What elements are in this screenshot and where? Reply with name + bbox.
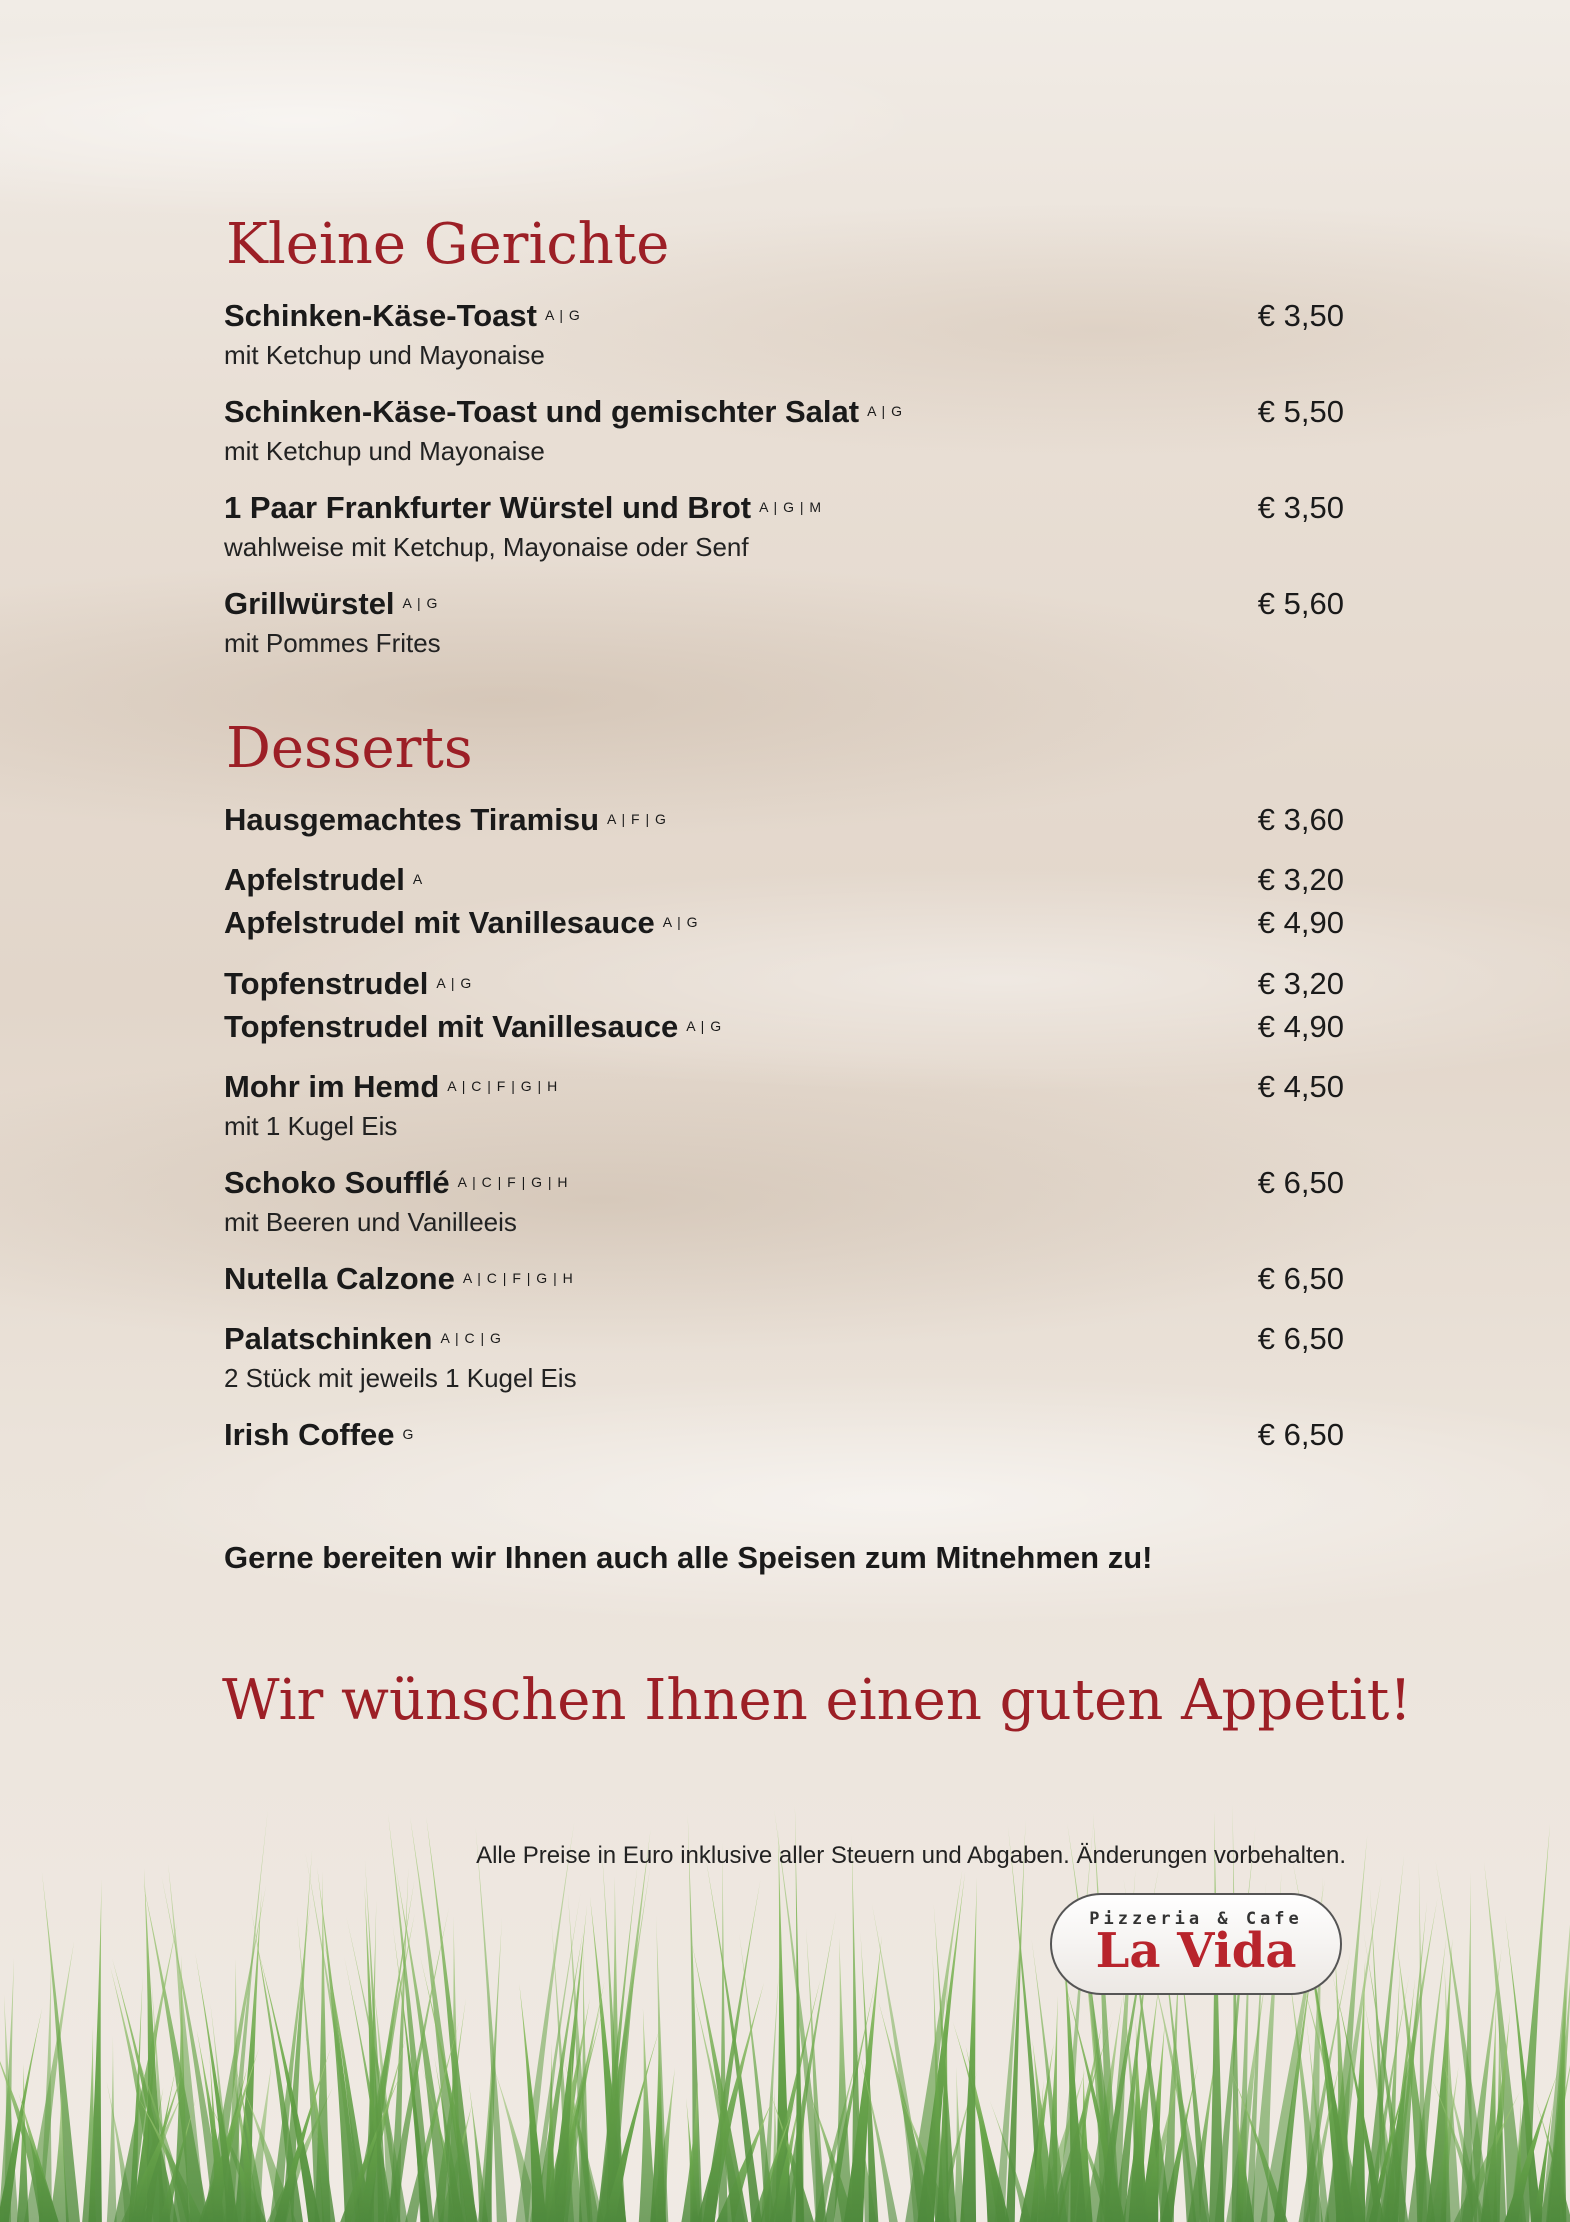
price-disclaimer: Alle Preise in Euro inklusive aller Steuern und Abgaben. Änderungen vorbehalten. [476,1842,1346,1869]
allergen-codes: A | G [867,402,903,419]
item-price: € 3,20 [1257,966,1344,1001]
item-price: € 3,50 [1257,298,1344,333]
allergen-codes: A | G | M [759,498,823,515]
menu-item [224,862,1344,898]
item-price: € 3,60 [1257,802,1344,837]
item-description: wahlweise mit Ketchup, Mayonaise oder Senf [224,532,749,562]
takeaway-note: Gerne bereiten wir Ihnen auch alle Speisen zum Mitnehmen zu! [224,1540,1153,1575]
menu-item [224,1321,1344,1394]
allergen-codes: G [402,1425,415,1442]
item-price: € 3,50 [1257,490,1344,525]
grass-blade [1006,1820,1026,2222]
allergen-codes: A | C | F | G | H [462,1269,574,1286]
allergen-codes: A | C | G [440,1329,502,1346]
item-name: Hausgemachtes Tiramisu [224,802,600,837]
logo-subtitle: Pizzeria & Cafe [1089,1909,1303,1929]
menu-item [224,1417,1344,1453]
item-price: € 4,50 [1257,1069,1344,1104]
grass-blade [960,1878,977,2222]
item-description: mit Pommes Frites [224,628,441,658]
item-price: € 4,90 [1257,1009,1344,1044]
allergen-codes: A | G [436,974,473,991]
item-price: € 3,20 [1257,862,1344,897]
section-title-desserts: Desserts [226,716,473,781]
la-vida-logo [1050,1893,1342,1995]
logo-name: La Vida [1095,1923,1297,1979]
allergen-codes: A | G [402,594,439,611]
menu-item [224,1069,1344,1142]
item-name: Palatschinken [224,1321,433,1356]
item-price: € 6,50 [1257,1261,1344,1296]
item-price: € 6,50 [1257,1165,1344,1200]
item-price: € 6,50 [1257,1321,1344,1356]
item-price: € 5,50 [1257,394,1344,429]
item-name: Schinken-Käse-Toast [224,298,537,333]
menu-item [224,1165,1344,1238]
item-name: Nutella Calzone [224,1261,455,1296]
item-name: Topfenstrudel [224,966,429,1001]
item-name: Apfelstrudel mit Vanillesauce [224,905,655,940]
item-description: mit Ketchup und Mayonaise [224,340,545,370]
item-price: € 5,60 [1257,586,1344,621]
item-description: mit 1 Kugel Eis [224,1111,398,1141]
allergen-codes: A | F | G [607,810,667,827]
item-name: Schoko Soufflé [224,1165,450,1200]
menu-item [224,490,1344,563]
menu-item [224,1261,1344,1297]
item-description: 2 Stück mit jeweils 1 Kugel Eis [224,1363,577,1393]
greeting: Wir wünschen Ihnen einen guten Appetit! [222,1668,1412,1733]
allergen-codes: A | G [544,306,581,323]
menu-item [224,394,1344,467]
item-description: mit Ketchup und Mayonaise [224,436,545,466]
grass-blade [448,1916,463,2222]
menu-item [224,298,1344,371]
menu-item [224,966,1344,1002]
item-description: mit Beeren und Vanilleeis [224,1207,517,1237]
allergen-codes: A | G [686,1017,723,1034]
item-price: € 4,90 [1257,905,1344,940]
allergen-codes: A [412,870,424,887]
item-name: Topfenstrudel mit Vanillesauce [224,1009,679,1044]
menu-item [224,905,1344,941]
menu-item [224,1009,1344,1045]
item-name: Schinken-Käse-Toast und gemischter Salat [224,394,860,429]
allergen-codes: A | G [662,913,699,930]
allergen-codes: A | C | F | G | H [447,1077,559,1094]
item-name: Irish Coffee [224,1417,395,1452]
section-title-kleine-gerichte: Kleine Gerichte [226,212,670,277]
item-price: € 6,50 [1257,1417,1344,1452]
allergen-codes: A | C | F | G | H [457,1173,569,1190]
item-name: Apfelstrudel [224,862,405,897]
menu-item [224,586,1344,659]
item-name: Grillwürstel [224,586,395,621]
item-name: Mohr im Hemd [224,1069,440,1104]
menu-item [224,802,1344,838]
item-name: 1 Paar Frankfurter Würstel und Brot [224,490,752,525]
grass-blade [834,1937,853,2222]
